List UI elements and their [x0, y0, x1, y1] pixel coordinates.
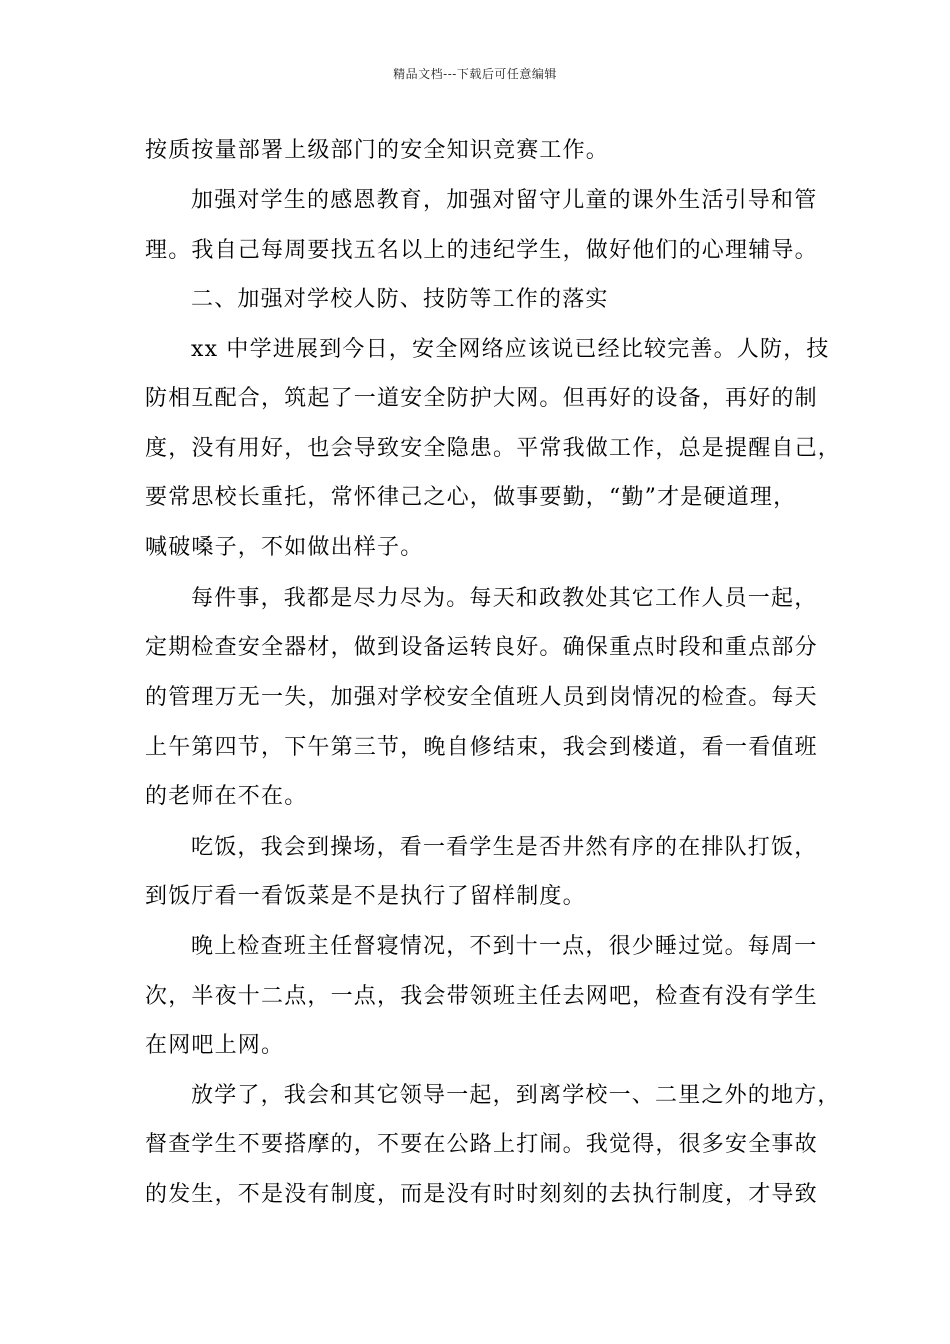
text-line: 理。我自己每周要找五名以上的违纪学生，做好他们的心理辅导。: [145, 238, 818, 263]
text-line: 放学了，我会和其它领导一起，到离学校一、二里之外的地方，: [191, 1083, 841, 1108]
text-line: 上午第四节，下午第三节，晚自修结束，我会到楼道，看一看值班: [145, 735, 818, 760]
text-line: 加强对学生的感恩教育，加强对留守儿童的课外生活引导和管: [191, 188, 818, 213]
text-line: 要常思校长重托，常怀律己之心，做事要勤，“勤”才是硬道理，: [145, 485, 797, 510]
text-line: 晚上检查班主任督寝情况，不到十一点，很少睡过觉。每周一: [191, 934, 818, 959]
text-line: 督查学生不要搭摩的，不要在公路上打闹。我觉得，很多安全事故: [145, 1132, 818, 1157]
text-line: 的管理万无一失，加强对学校安全值班人员到岗情况的检查。每天: [145, 685, 818, 710]
text-line: 定期检查安全器材，做到设备运转良好。确保重点时段和重点部分: [145, 635, 818, 660]
text-line: 的发生，不是没有制度，而是没有时时刻刻的去执行制度，才导致: [145, 1182, 818, 1207]
text-line: xx 中学进展到今日，安全网络应该说已经比较完善。人防，技: [191, 337, 830, 362]
text-line: 每件事，我都是尽力尽为。每天和政教处其它工作人员一起，: [191, 586, 818, 611]
text-line: 吃饭，我会到操场，看一看学生是否井然有序的在排队打饭，: [191, 835, 818, 860]
section-heading: 二、加强对学校人防、技防等工作的落实: [191, 287, 609, 312]
text-line: 防相互配合，筑起了一道安全防护大网。但再好的设备，再好的制: [145, 386, 818, 411]
text-line: 喊破嗓子，不如做出样子。: [145, 535, 424, 560]
text-line: 在网吧上网。: [145, 1033, 285, 1058]
text-line: 度，没有用好，也会导致安全隐患。平常我做工作，总是提醒自己，: [145, 436, 842, 461]
page-header: 精品文档---下载后可任意编辑: [393, 67, 557, 81]
text-line: 到饭厅看一看饭菜是不是执行了留样制度。: [145, 884, 586, 909]
text-line: 次，半夜十二点，一点，我会带领班主任去网吧，检查有没有学生: [145, 984, 818, 1009]
text-line: 的老师在不在。: [145, 784, 308, 809]
text-line: 按质按量部署上级部门的安全知识竞赛工作。: [145, 138, 610, 163]
